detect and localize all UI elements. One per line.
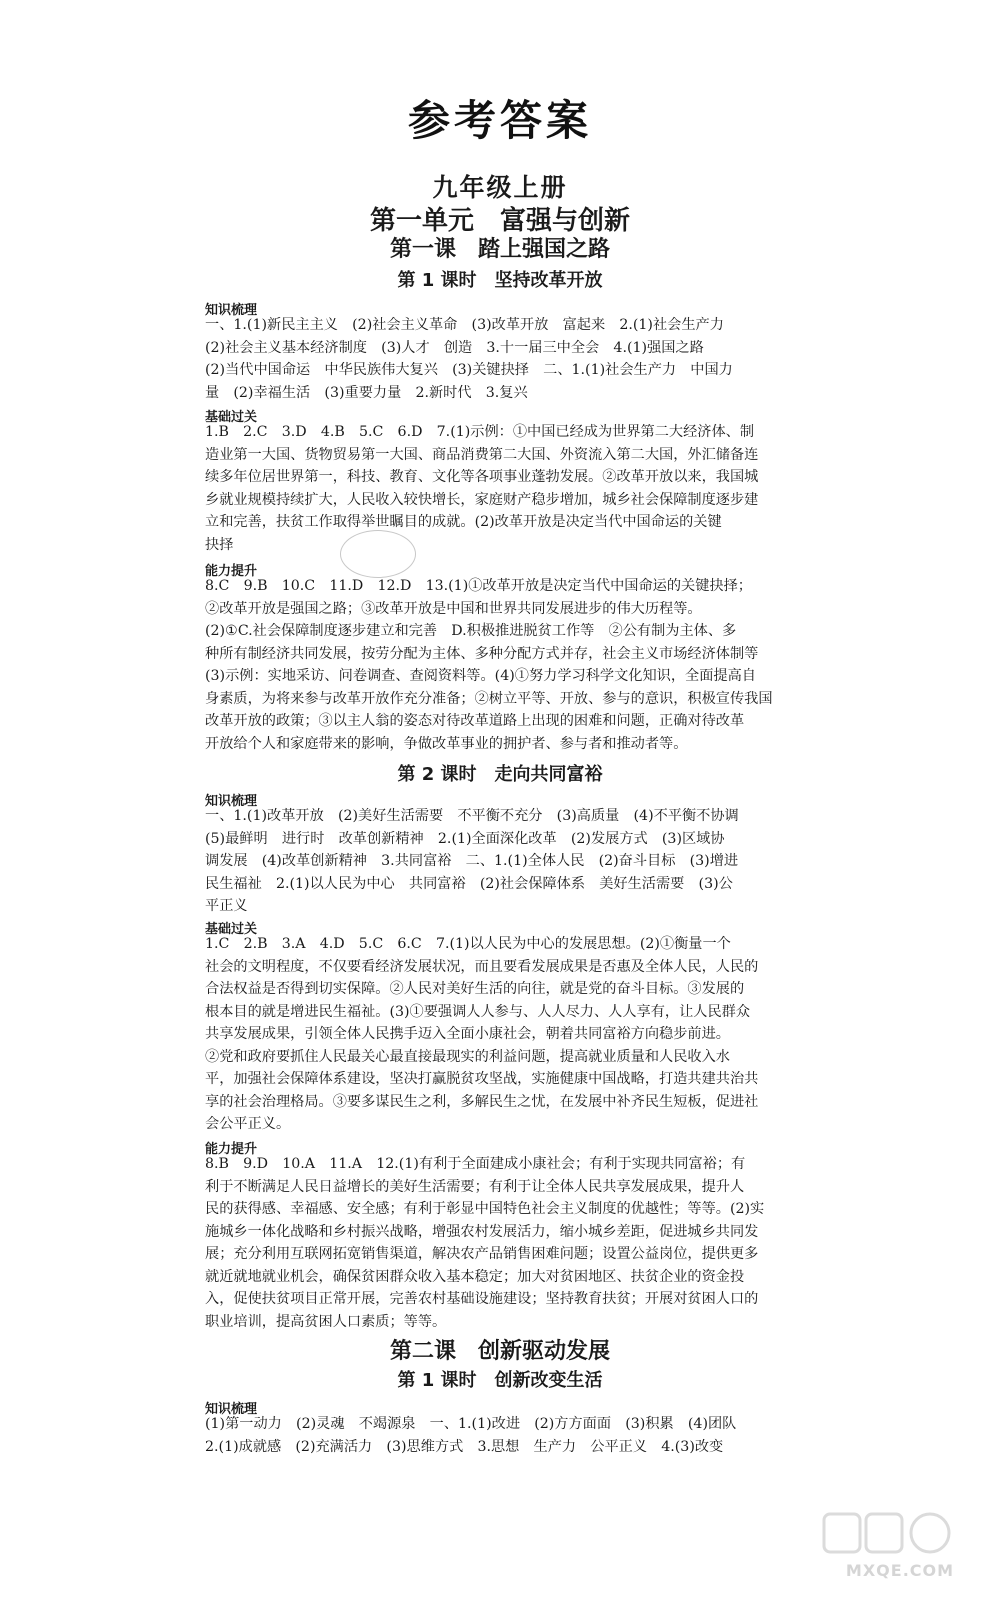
section-label: 能力提升 xyxy=(205,564,258,579)
stamp-mark xyxy=(340,530,416,578)
text-line: 抉择 xyxy=(205,536,234,553)
period-title: 第 1 课时 坚持改革开放 xyxy=(397,270,603,291)
text-line: 平，加强社会保障体系建设，坚决打赢脱贫攻坚战，实施健康中国战略，打造共建共治共 xyxy=(205,1071,759,1087)
text-line: 享的社会治理格局。③要多谋民生之利，多解民生之忧，在发展中补齐民生短板，促进社 xyxy=(205,1093,759,1110)
text-line: 8.C 9.B 10.C 11.D 12.D 13.(1)①改革开放是决定当代中国命运的关键抉择； xyxy=(205,578,752,594)
period-title: 第 1 课时 创新改变生活 xyxy=(397,1370,603,1391)
text-line: 调发展 (4)改革创新精神 3.共同富裕 二、1.(1)全体人民 (2)奋斗目标 (3)增进 xyxy=(205,853,739,869)
unit-title: 第一单元 富强与创新 xyxy=(369,206,630,236)
text-line: 合法权益是否得到切实保障。②人民对美好生活的向往，就是党的奋斗目标。③发展的 xyxy=(205,981,745,997)
section-label: 知识梳理 xyxy=(205,303,258,318)
answer-paragraph xyxy=(205,1413,805,1458)
answer-paragraph xyxy=(205,314,805,404)
text-line: 根本目的就是增进民生福祉。(3)①要强调人人参与、人人尽力、人人享有，让人民群众 xyxy=(205,1003,751,1020)
lesson-title: 第二课 创新驱动发展 xyxy=(389,1339,610,1364)
text-line: 入，促使扶贫项目正常开展，完善农村基础设施建设；坚持教育扶贫；开展对贫困人口的 xyxy=(205,1291,759,1307)
text-line: 利于不断满足人民日益增长的美好生活需要；有利于让全体人民共享发展成果，提升人 xyxy=(205,1178,745,1195)
text-line: 量 (2)幸福生活 (3)重要力量 2.新时代 3.复兴 xyxy=(205,384,528,401)
grade-title: 九年级上册 xyxy=(432,173,568,202)
text-line: ②党和政府要抓住人民最关心最直接最现实的利益问题，提高就业质量和人民收入水 xyxy=(205,1048,730,1065)
answer-paragraph xyxy=(205,933,805,1136)
text-line: 展；充分利用互联网拓宽销售渠道，解决农产品销售困难问题；设置公益岗位，提供更多 xyxy=(205,1246,759,1262)
text-line: 乡就业规模持续扩大，人民收入较快增长，家庭财产稳步增加，城乡社会保障制度逐步建 xyxy=(205,491,759,508)
text-line: 一、1.(1)新民主主义 (2)社会主义革命 (3)改革开放 富起来 2.(1)社会生产力 xyxy=(205,317,724,333)
text-line: ②改革开放是强国之路；③改革开放是中国和世界共同发展进步的伟大历程等。 xyxy=(205,600,702,617)
watermark-text: MXQE.COM xyxy=(845,1561,955,1580)
section-label: 知识梳理 xyxy=(205,794,258,809)
lesson-title: 第一课 踏上强国之路 xyxy=(389,237,610,262)
text-line: 职业培训，提高贫困人口素质；等等。 xyxy=(205,1313,447,1330)
text-line: 一、1.(1)改革开放 (2)美好生活需要 不平衡不充分 (3)高质量 (4)不平衡不协调 xyxy=(205,808,739,824)
watermark-logo xyxy=(820,1510,980,1580)
text-line: 共享发展成果，引领全体人民携手迈入全面小康社会，朝着共同富裕方向稳步前进。 xyxy=(205,1026,730,1042)
page-title: 参考答案 xyxy=(407,96,592,145)
text-line: 立和完善，扶贫工作取得举世瞩目的成就。(2)改革开放是决定当代中国命运的关键 xyxy=(205,514,722,530)
period-title: 第 2 课时 走向共同富裕 xyxy=(397,764,603,785)
text-line: 1.B 2.C 3.D 4.B 5.C 6.D 7.(1)示例：①中国已经成为世界第二大经济体、制 xyxy=(205,424,755,440)
text-line: 身素质，为将来参与改革开放作充分准备；②树立平等、开放、参与的意识，积极宣传我国 xyxy=(205,690,773,707)
text-line: (2)①C.社会保障制度逐步建立和完善 D.积极推进脱贫工作等 ②公有制为主体、多 xyxy=(205,623,737,639)
text-line: 开放给个人和家庭带来的影响，争做改革事业的拥护者、参与者和推动者等。 xyxy=(205,735,688,752)
text-line: 续多年位居世界第一，科技、教育、文化等各项事业蓬勃发展。②改革开放以来，我国城 xyxy=(205,469,759,485)
text-line: 1.C 2.B 3.A 4.D 5.C 6.C 7.(1)以人民为中心的发展思想。(2)①衡量一个 xyxy=(205,936,731,952)
text-line: 2.(1)成就感 (2)充满活力 (3)思维方式 3.思想 生产力 公平正义 4.(3)改变 xyxy=(205,1438,724,1455)
text-line: (2)社会主义基本经济制度 (3)人才 创造 3.十一届三中全会 4.(1)强国之路 xyxy=(205,339,704,356)
answer-paragraph xyxy=(205,805,805,918)
answer-paragraph xyxy=(205,575,805,755)
text-line: (2)当代中国命运 中华民族伟大复兴 (3)关键抉择 二、1.(1)社会生产力 中国力 xyxy=(205,362,733,378)
section-label: 基础过关 xyxy=(205,410,258,425)
text-line: 8.B 9.D 10.A 11.A 12.(1)有利于全面建成小康社会；有利于实现共同富裕；有 xyxy=(205,1156,746,1172)
text-line: 施城乡一体化战略和乡村振兴战略，增强农村发展活力，缩小城乡差距，促进城乡共同发 xyxy=(205,1223,759,1240)
section-label: 知识梳理 xyxy=(205,1402,258,1417)
text-line: 就近就地就业机会，确保贫困群众收入基本稳定；加大对贫困地区、扶贫企业的资金投 xyxy=(205,1268,745,1285)
section-label: 能力提升 xyxy=(205,1142,258,1157)
answer-paragraph xyxy=(205,421,805,556)
answer-paragraph xyxy=(205,1153,805,1333)
section-label: 基础过关 xyxy=(205,922,258,937)
text-line: 社会的文明程度，不仅要看经济发展状况，而且要看发展成果是否惠及全体人民，人民的 xyxy=(205,958,759,975)
text-line: 平正义 xyxy=(205,898,248,914)
text-line: (3)示例：实地采访、问卷调查、查阅资料等。(4)①努力学习科学文化知识，全面提高自 xyxy=(205,668,756,684)
watermark-icon xyxy=(820,1510,980,1560)
text-line: 民的获得感、幸福感、安全感；有利于彰显中国特色社会主义制度的优越性；等等。(2)实 xyxy=(205,1201,765,1217)
text-line: 民生福祉 2.(1)以人民为中心 共同富裕 (2)社会保障体系 美好生活需要 (3)公 xyxy=(205,875,733,892)
text-line: 种所有制经济共同发展，按劳分配为主体、多种分配方式并存，社会主义市场经济体制等 xyxy=(205,645,759,662)
text-line: 改革开放的政策；③以主人翁的姿态对待改革道路上出现的困难和问题，正确对待改革 xyxy=(205,713,745,729)
text-line: 造业第一大国、货物贸易第一大国、商品消费第二大国、外资流入第二大国，外汇储备连 xyxy=(205,446,759,463)
text-line: (5)最鲜明 进行时 改革创新精神 2.(1)全面深化改革 (2)发展方式 (3)区域协 xyxy=(205,830,725,847)
text-line: 会公平正义。 xyxy=(205,1116,291,1132)
text-line: (1)第一动力 (2)灵魂 不竭源泉 一、1.(1)改进 (2)方方面面 (3)积累 (4)团队 xyxy=(205,1416,737,1432)
